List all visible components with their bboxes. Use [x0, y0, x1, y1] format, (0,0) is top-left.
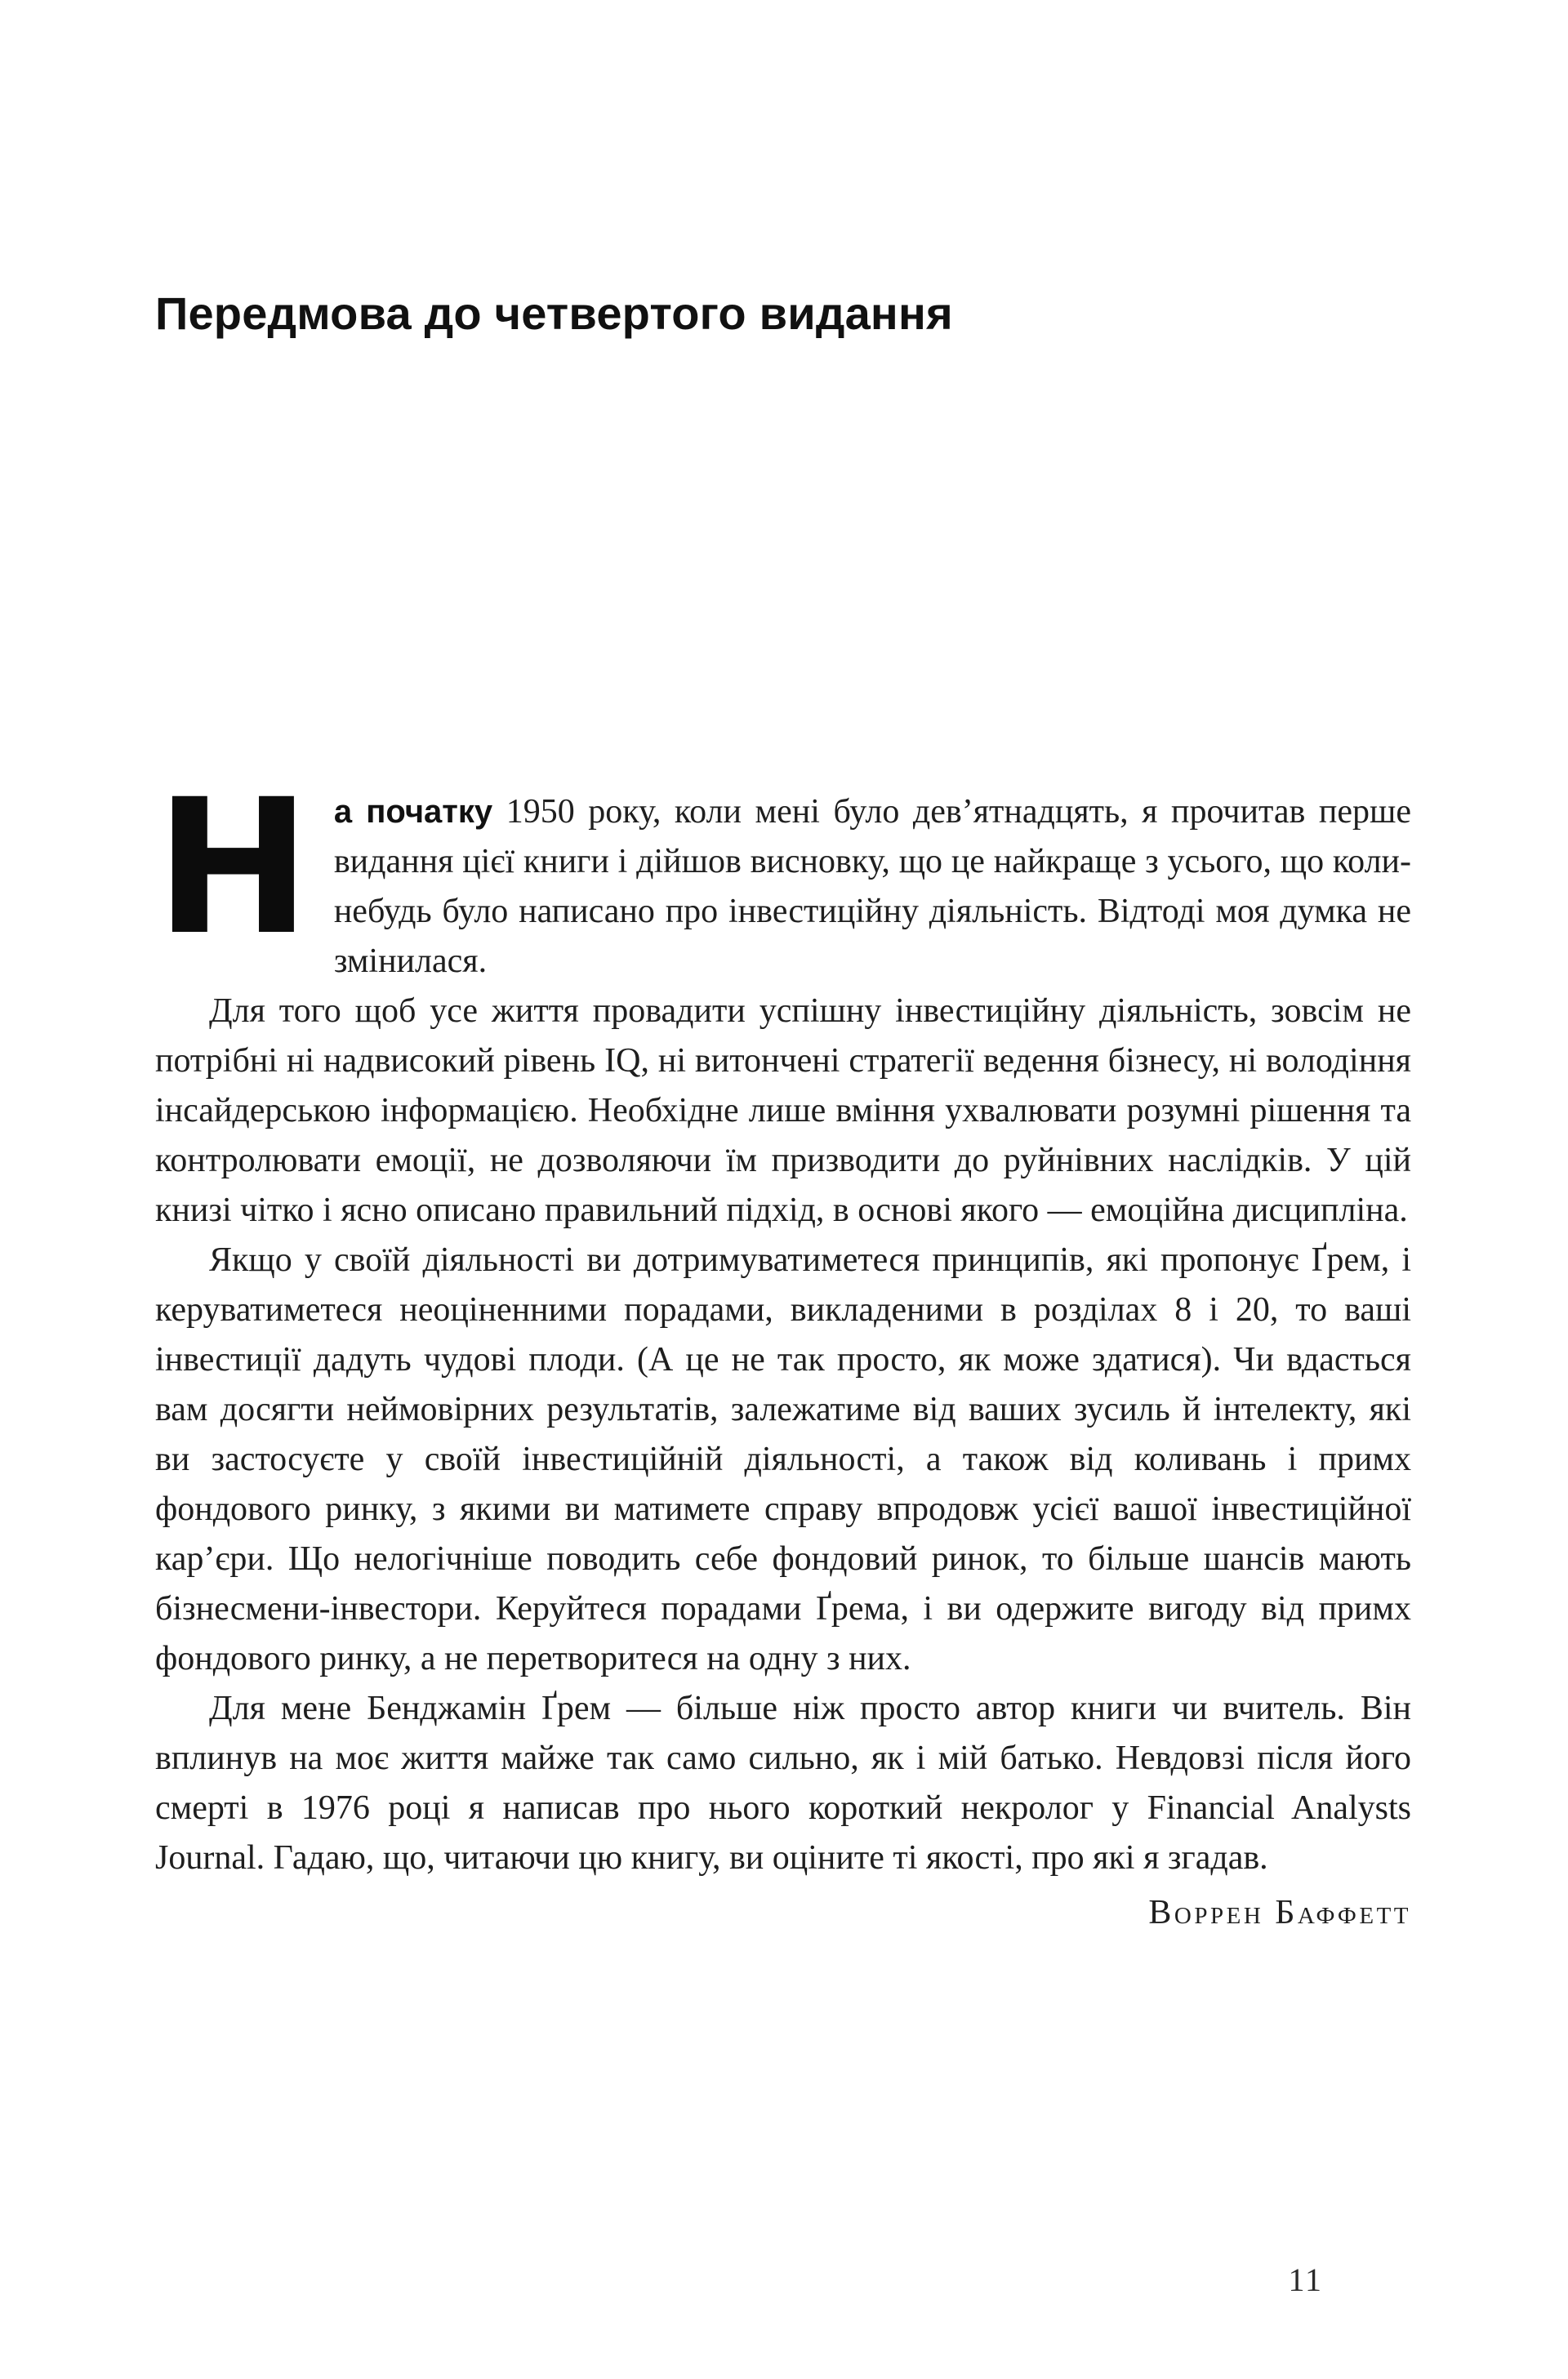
- body-text: [155, 759, 1412, 1938]
- page-number: 11: [1288, 2261, 1323, 2298]
- opening-lead: а початку: [333, 794, 493, 831]
- paragraph-opening: [155, 759, 1412, 987]
- paragraph-4: Для мене Бенджамін Ґрем — більше ніж просто автор книги чи вчитель. Він вплинув на моє життя майже так само сильно, як і мій батько. Невдовзі після його смерті в 1976 році я написав про нього короткий некролог у Financial Analysts Journal. Гадаю, що, читаючи цю книгу, ви оціните ті якості, про які я згадав.: [155, 1690, 1411, 1878]
- author-signature: Воррен Баффетт: [1148, 1894, 1411, 1932]
- opening-rest: 1950 року, коли мені було дев’ятнадцять, я прочитав перше видання цієї книги і дійшов висновку, що це найкраще з усього, що коли-небудь було написано про інвестиційну діяльність. Відтоді моя думка не змінилася.: [333, 793, 1412, 981]
- paragraph-2: Для того щоб усе життя провадити успішну інвестиційну діяльність, зовсім не потрібні ні надвисокий рівень IQ, ні витончені стратегії ведення бізнесу, ні володіння інсайдерською інформацією. Необхідне лише вміння ухвалювати розумні рішення та контролювати емоції, не дозволяючи їм призводити до руйнівних наслідків. У цій книзі чітко і ясно описано правильний підхід, в основі якого — емоційна дисципліна.: [155, 992, 1411, 1230]
- chapter-title: Передмова до четвертого видання: [155, 287, 953, 339]
- drop-cap-letter: Н: [155, 759, 311, 977]
- paragraph-3: Якщо у своїй діяльності ви дотримуватиметеся принципів, які пропонує Ґрем, і керуватиметеся неоціненними порадами, викладеними в розділах 8 і 20, то ваші інвестиції дадуть чудові плоди. (А це не так просто, як може здатися). Чи вдасться вам досягти неймовірних результатів, залежатиме від ваших зусиль й інтелекту, які ви застосуєте у своїй інвестиційній діяльності, а також від коливань і примх фондового ринку, з якими ви матимете справу впродовж усієї вашої інвестиційної кар’єри. Що нелогічніше поводить себе фондовий ринок, то більше шансів мають бізнесмени-інвестори. Керуйтеся порадами Ґрема, і ви одержите вигоду від примх фондового ринку, а не перетворитеся на одну з них.: [155, 1241, 1411, 1678]
